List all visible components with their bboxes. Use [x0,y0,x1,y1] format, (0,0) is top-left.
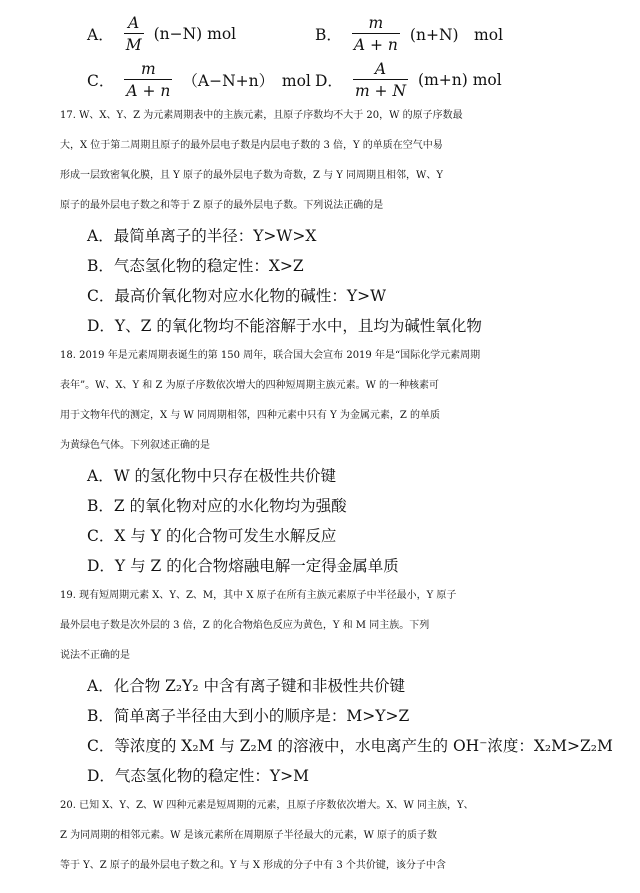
option-letter: C． [87,72,115,90]
question-19-option-d: D．气态氢化物的稳定性：Y>M [87,767,310,785]
question-19-option-a: A．化合物 Z₂Y₂ 中含有离子键和非极性共价键 [87,677,405,695]
question-17-line-3: 形成一层致密氧化膜，且 Y 原子的最外层电子数为奇数，Z 与 Y 同周期且相邻，W、Y [60,170,443,181]
fraction [353,60,408,100]
question-18-option-c: C．X 与 Y 的化合物可发生水解反应 [87,527,337,545]
option-tail: (n+N) mol [409,26,504,44]
option-tail: （A−N+n） mol [182,72,311,90]
fraction-denominator: M [125,36,142,54]
fraction-numerator: m [141,60,156,78]
question-17-option-b: B．气态氢化物的稳定性：X>Z [87,257,304,275]
question-17-line-2: 大，X 位于第二周期且原子的最外层电子数是内层电子数的 3 倍，Y 的单质在空气中易 [60,140,443,151]
question-19-line-3: 说法不正确的是 [60,650,130,661]
question-19-option-c: C．等浓度的 X₂M 与 Z₂M 的溶液中，水电离产生的 OH⁻浓度：X₂M>Z₂M [87,737,613,755]
option-letter: D． [315,72,343,90]
question-20-line-1: 20. 已知 X、Y、Z、W 四种元素是短周期的元素，且原子序数依次增大。X、W 同主族，Y、 [60,800,474,811]
question-18-line-2: 表年”。W、X、Y 和 Z 为原子序数依次增大的四种短周期主族元素。W 的一种核素可 [60,380,440,391]
question-20-line-3: 等于 Y、Z 原子的最外层电子数之和。Y 与 X 形成的分子中有 3 个共价键，该分子中含 [60,860,446,871]
option-tail: (n−N) mol [153,25,237,43]
question-18-option-b: B．Z 的氧化物对应的水化物均为强酸 [87,497,347,515]
fraction-numerator: m [368,14,384,32]
question-17-option-d: D．Y、Z 的氧化物均不能溶解于水中，且均为碱性氧化物 [87,317,482,335]
question-17-line-1: 17. W、X、Y、Z 为元素周期表中的主族元素，且原子序数均不大于 20，W 的原子序数最 [60,110,463,121]
question-18-line-3: 用于文物年代的测定，X 与 W 同周期相邻，四种元素中只有 Y 为金属元素，Z 的单质 [60,410,441,421]
question-17-line-4: 原子的最外层电子数之和等于 Z 原子的最外层电子数。下列说法正确的是 [60,200,384,211]
fraction [124,60,172,100]
fraction-denominator: A + n [126,82,171,100]
question-18-line-4: 为黄绿色气体。下列叙述正确的是 [60,440,210,451]
question-18-line-1: 18. 2019 年是元素周期表诞生的第 150 周年，联合国大会宣布 2019 年是“国际化学元素周期 [60,350,481,361]
question-18-option-a: A．W 的氢化物中只存在极性共价键 [87,467,337,485]
fraction-denominator: m + N [354,82,407,100]
fraction-numerator: A [128,14,140,32]
question-19-line-2: 最外层电子数是次外层的 3 倍，Z 的化合物焰色反应为黄色，Y 和 M 同主族。下列 [60,620,430,631]
question-17-option-a: A．最简单离子的半径：Y>W>X [87,227,317,245]
fraction-numerator: A [374,60,387,78]
question-19-option-b: B．简单离子半径由大到小的顺序是：M>Y>Z [87,707,410,725]
option-tail: (m+n) mol [418,71,502,89]
fraction [124,14,144,54]
option-16a [87,14,236,54]
question-20-line-2: Z 为同周期的相邻元素。W 是该元素所在周期原子半径最大的元素，W 原子的质子数 [60,830,438,841]
question-17-option-c: C．最高价氧化物对应水化物的碱性：Y>W [87,287,387,305]
question-18-option-d: D．Y 与 Z 的化合物熔融电解一定得金属单质 [87,557,399,575]
option-letter: B． [315,26,342,44]
fraction [352,14,400,54]
question-19-line-1: 19. 现有短周期元素 X、Y、Z、M，其中 X 原子在所有主族元素原子中半径最小，Y 原子 [60,590,457,601]
option-16d [315,60,502,100]
option-16b [315,14,503,54]
option-letter: A． [87,26,114,44]
fraction-denominator: A + n [353,36,398,54]
option-16c [87,60,311,100]
